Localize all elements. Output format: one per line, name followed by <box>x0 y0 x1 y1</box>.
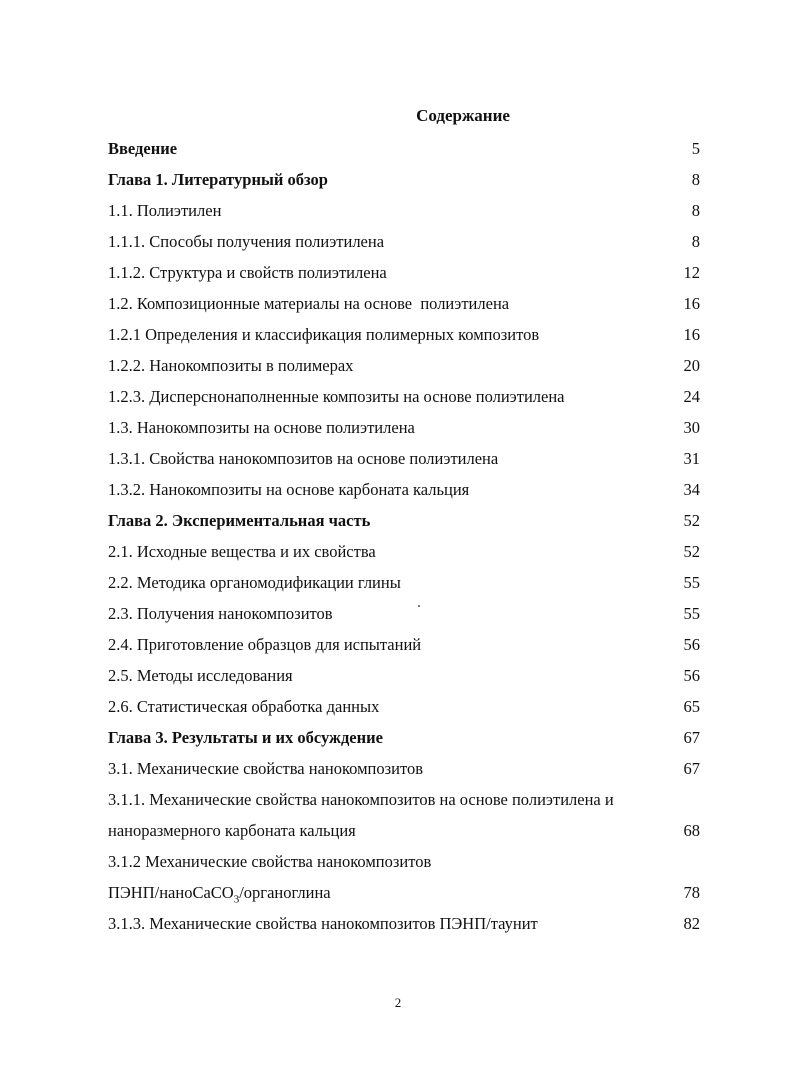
toc-entry-page: 67 <box>683 759 700 778</box>
toc-entry <box>108 598 700 629</box>
toc-entry <box>108 412 700 443</box>
toc-entry-text: наноразмерного карбоната кальция <box>108 821 356 840</box>
toc-entry <box>108 536 700 567</box>
toc-entry-page: 56 <box>683 666 700 685</box>
toc-entry-page: 55 <box>683 573 700 592</box>
toc-entry <box>108 474 700 505</box>
toc-entry-text: Глава 2. Экспериментальная часть <box>108 511 371 530</box>
toc-entry <box>108 846 700 877</box>
toc-entry <box>108 753 700 784</box>
toc-entry <box>108 164 700 195</box>
toc-entry <box>108 319 700 350</box>
toc-entry <box>108 257 700 288</box>
toc-entry-text: 1.2.2. Нанокомпозиты в полимерах <box>108 356 354 375</box>
toc-entry-page: 82 <box>683 914 700 933</box>
toc-entry <box>108 195 700 226</box>
toc-entry-page: 56 <box>683 635 700 654</box>
toc-entry <box>108 288 700 319</box>
toc-entry-page: 5 <box>691 139 700 158</box>
toc-entry-text-part: ПЭНП/наноСаСО <box>108 883 234 902</box>
toc-entry-page: 67 <box>683 728 700 747</box>
toc-entry <box>108 908 700 939</box>
toc-entry-page: 8 <box>691 201 700 220</box>
toc-entry-page: 8 <box>691 170 700 189</box>
toc-entry <box>108 815 700 846</box>
toc-entry-text: 2.1. Исходные вещества и их свойства <box>108 542 376 561</box>
toc-entry-text: 1.3.2. Нанокомпозиты на основе карбоната кальция <box>108 480 470 499</box>
scan-speck <box>418 605 420 607</box>
toc-entry <box>108 722 700 753</box>
toc-entry-text: 2.3. Получения нанокомпозитов <box>108 604 333 623</box>
toc-entry-page: 30 <box>683 418 700 437</box>
toc-entry <box>108 443 700 474</box>
toc-entry-text: 2.4. Приготовление образцов для испытаний <box>108 635 422 654</box>
toc-entry-page: 78 <box>683 883 700 902</box>
toc-entry-text-part: /органоглина <box>239 883 331 902</box>
toc-entry-text: 2.5. Методы исследования <box>108 666 293 685</box>
page-title: Содержание <box>416 106 510 125</box>
toc-entry-text <box>108 883 331 906</box>
toc-entry-text: 1.3. Нанокомпозиты на основе полиэтилена <box>108 418 415 437</box>
toc-entry <box>108 784 700 815</box>
toc-entry-page: 65 <box>683 697 700 716</box>
toc-entry-page: 20 <box>683 356 700 375</box>
toc-entry-page: 16 <box>683 325 700 344</box>
toc-entry-page: 55 <box>683 604 700 623</box>
toc-entry <box>108 629 700 660</box>
toc-entry-text: 3.1.3. Механические свойства нанокомпозитов ПЭНП/таунит <box>108 914 538 933</box>
page-number: 2 <box>394 995 402 1010</box>
toc-entry <box>108 691 700 722</box>
toc-entry-text: 1.1. Полиэтилен <box>108 201 222 220</box>
toc-entry-text: 1.1.2. Структура и свойств полиэтилена <box>108 263 387 282</box>
toc-entry-page: 34 <box>683 480 700 499</box>
toc-entry-text: 2.6. Статистическая обработка данных <box>108 697 380 716</box>
toc-entry-text: Глава 1. Литературный обзор <box>108 170 328 189</box>
toc-entry-text: 1.2. Композиционные материалы на основе полиэтилена <box>108 294 510 313</box>
toc-entry-text: 3.1. Механические свойства нанокомпозитов <box>108 759 423 778</box>
toc-entry-page: 8 <box>691 232 700 251</box>
toc-entry <box>108 505 700 536</box>
toc-entry-page: 16 <box>683 294 700 313</box>
table-of-contents <box>108 133 700 939</box>
toc-entry-text: 3.1.2 Механические свойства нанокомпозитов <box>108 852 432 871</box>
toc-entry <box>108 350 700 381</box>
toc-entry-page: 52 <box>683 542 700 561</box>
toc-entry-text: 1.3.1. Свойства нанокомпозитов на основе полиэтилена <box>108 449 499 468</box>
toc-entry-text: 3.1.1. Механические свойства нанокомпозитов на основе полиэтилена и <box>108 790 614 809</box>
toc-entry-text: 2.2. Методика органомодификации глины <box>108 573 401 592</box>
toc-entry <box>108 567 700 598</box>
toc-entry <box>108 226 700 257</box>
toc-entry-text: Глава 3. Результаты и их обсуждение <box>108 728 383 747</box>
toc-entry-page: 52 <box>683 511 700 530</box>
toc-entry <box>108 381 700 412</box>
toc-entry-page: 68 <box>683 821 700 840</box>
toc-entry-text: 1.2.1 Определения и классификация полимерных композитов <box>108 325 540 344</box>
toc-entry <box>108 660 700 691</box>
toc-entry-page: 24 <box>683 387 700 406</box>
toc-entry <box>108 877 700 908</box>
toc-entry <box>108 133 700 164</box>
toc-entry-text: Введение <box>108 139 178 158</box>
toc-entry-page: 31 <box>683 449 700 468</box>
toc-entry-text: 1.2.3. Дисперснонаполненные композиты на основе полиэтилена <box>108 387 565 406</box>
toc-entry-page: 12 <box>683 263 700 282</box>
toc-entry-text: 1.1.1. Способы получения полиэтилена <box>108 232 385 251</box>
chemical-subscript: 3 <box>233 893 240 906</box>
